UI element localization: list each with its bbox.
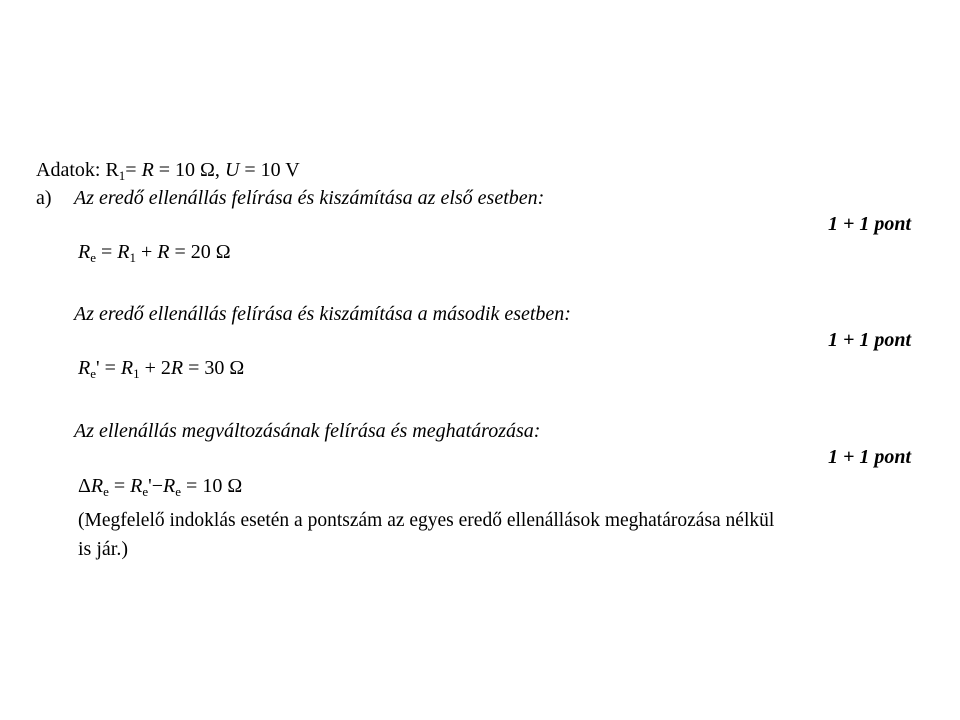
given-data-line [36,158,300,188]
r1-symbol: R [105,159,119,181]
formula-3-eq: = [108,475,131,497]
re-subscript: e [103,484,109,499]
note-line-2: is jár.) [78,538,128,560]
formula-2-eq: ' = [96,357,121,379]
formula-3-result: = 10 Ω [181,475,243,497]
r1-symbol: R [117,241,130,263]
given-data-label: Adatok: [36,159,101,181]
re-subscript: e [90,250,96,265]
part-a-heading: Az eredő ellenállás felírása és kiszámítása az első esetben: [74,187,545,209]
formula-3-minus: '− [148,475,164,497]
formula-1-plus: + [136,241,158,263]
formula-1 [78,240,231,270]
r1-symbol: R [120,357,134,379]
re-symbol-2: R [163,475,176,497]
points-label-1: 1 + 1 pont [828,213,912,235]
r-symbol: R [157,241,170,263]
delta-symbol: Δ [78,475,91,497]
re-symbol: R [78,357,91,379]
step-2-heading: Az eredő ellenállás felírása és kiszámítása a második esetben: [74,303,571,325]
u-symbol: U [224,159,240,181]
formula-2 [78,356,244,386]
r-symbol: R [141,159,154,181]
r1-subscript: 1 [133,366,140,381]
part-a-label: a) [36,187,52,209]
re-subscript-2: e [175,484,182,499]
re-prime-subscript: e [142,484,149,499]
points-label-3: 1 + 1 pont [828,446,912,468]
note-line-1: (Megfelelő indoklás esetén a pontszám az egyes eredő ellenállások meghatározása nélkül [78,510,775,531]
r1-subscript: 1 [118,168,126,183]
r-value: = 10 Ω, [153,159,225,181]
re-prime-symbol: R [130,475,143,497]
r-symbol: R [170,357,184,379]
formula-2-result: = 30 Ω [183,357,245,379]
formula-3 [78,474,242,504]
formula-1-eq: = [96,241,118,263]
re-symbol: R [90,475,104,497]
step-3-heading: Az ellenállás megváltozásának felírása és meghatározása: [74,420,541,442]
re-subscript: e [90,366,96,381]
formula-2-plus: + 2 [139,357,171,379]
r1-subscript: 1 [129,250,136,265]
points-label-2: 1 + 1 pont [828,329,912,351]
re-symbol: R [78,241,91,263]
equals-sign: = [125,159,142,181]
formula-1-result: = 20 Ω [169,241,231,263]
u-value: = 10 V [239,159,300,181]
